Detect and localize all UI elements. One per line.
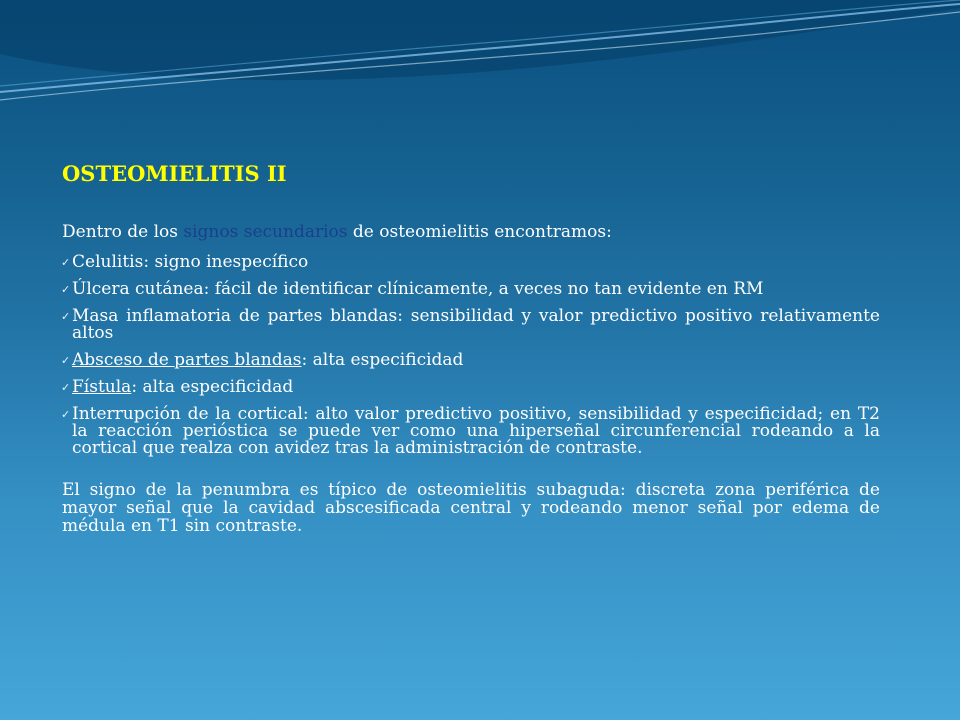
bullet-text: Celulitis: signo inespecífico bbox=[72, 252, 309, 272]
bullet-item-masa bbox=[62, 308, 880, 342]
bullet-item-fistula bbox=[62, 379, 880, 396]
bullet-underlined-term: Absceso de partes blandas bbox=[72, 350, 302, 370]
bullet-text: Masa inflamatoria de partes blandas: sensibilidad y valor predictivo positivo relativamente altos bbox=[72, 306, 880, 343]
bullet-item-ulcera bbox=[62, 281, 880, 298]
bullet-list bbox=[62, 254, 880, 457]
checkmark-icon: ✓ bbox=[61, 310, 71, 323]
penumbra-paragraph: El signo de la penumbra es típico de osteomielitis subaguda: discreta zona periférica de mayor señal que la cavidad abscesificada central y rodeando menor señal por edema de médula en T1 sin contraste. bbox=[62, 480, 880, 536]
intro-text bbox=[62, 222, 880, 242]
bullet-text: : alta especificidad bbox=[131, 377, 294, 397]
checkmark-icon: ✓ bbox=[61, 354, 71, 367]
checkmark-icon: ✓ bbox=[61, 408, 71, 421]
slide-title: OSTEOMIELITIS II bbox=[62, 161, 287, 186]
checkmark-icon: ✓ bbox=[61, 381, 71, 394]
intro-before: Dentro de los bbox=[62, 222, 184, 242]
bullet-item-absceso bbox=[62, 352, 880, 369]
bullet-text: Interrupción de la cortical: alto valor predictivo positivo, sensibilidad y especificidad; en T2 la reacción perióstica se puede ver como una hiperseñal circunferencial rodeando a la cortical que realza con avidez tras la administración de contraste. bbox=[72, 404, 880, 458]
slide-content bbox=[62, 162, 880, 552]
bullet-text: Úlcera cutánea: fácil de identificar clínicamente, a veces no tan evidente en RM bbox=[72, 279, 764, 299]
bullet-item-interrupcion bbox=[62, 406, 880, 457]
bullet-underlined-term: Fístula bbox=[72, 377, 132, 397]
intro-highlight: signos secundarios bbox=[183, 222, 348, 242]
bullet-text: : alta especificidad bbox=[301, 350, 464, 370]
intro-after: de osteomielitis encontramos: bbox=[347, 222, 612, 242]
bullet-item-celulitis bbox=[62, 254, 880, 271]
decorative-wave-header bbox=[0, 0, 960, 120]
checkmark-icon: ✓ bbox=[61, 283, 71, 296]
checkmark-icon: ✓ bbox=[61, 256, 71, 269]
